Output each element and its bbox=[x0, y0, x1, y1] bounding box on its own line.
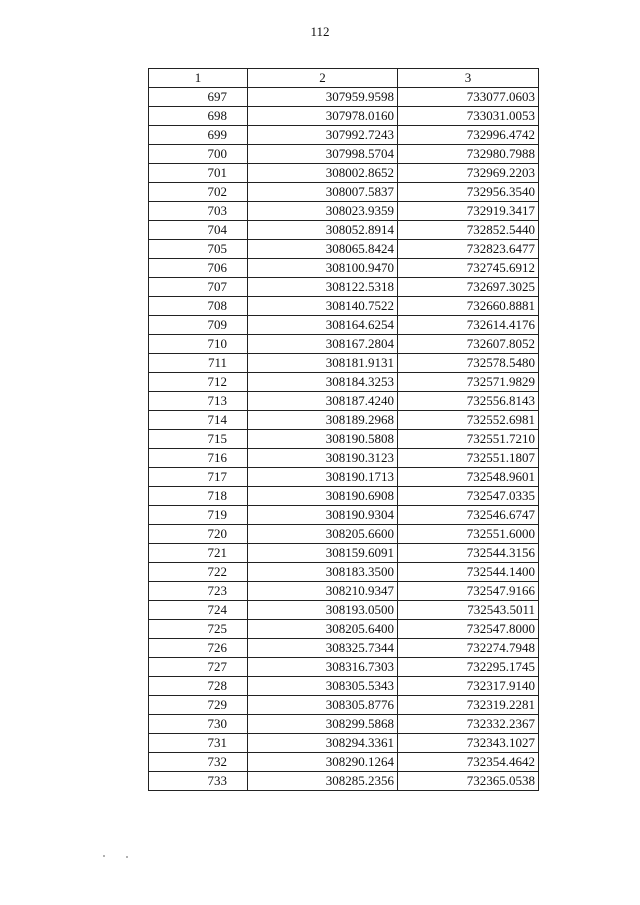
table-row bbox=[149, 715, 539, 734]
point-number-cell: 728 bbox=[149, 677, 248, 696]
table-row bbox=[149, 202, 539, 221]
coordinate-y-cell: 732547.9166 bbox=[398, 582, 539, 601]
coordinate-y-cell: 732969.2203 bbox=[398, 164, 539, 183]
coordinate-y-cell: 732343.1027 bbox=[398, 734, 539, 753]
coordinate-y-cell: 732552.6981 bbox=[398, 411, 539, 430]
point-number-cell: 722 bbox=[149, 563, 248, 582]
coordinate-y-cell: 732551.7210 bbox=[398, 430, 539, 449]
coordinate-x-cell: 308122.5318 bbox=[248, 278, 398, 297]
table-row bbox=[149, 259, 539, 278]
point-number-cell: 700 bbox=[149, 145, 248, 164]
point-number-cell: 699 bbox=[149, 126, 248, 145]
coordinate-x-cell: 308305.8776 bbox=[248, 696, 398, 715]
coordinate-y-cell: 733031.0053 bbox=[398, 107, 539, 126]
point-number-cell: 708 bbox=[149, 297, 248, 316]
coordinate-x-cell: 308190.1713 bbox=[248, 468, 398, 487]
point-number-cell: 698 bbox=[149, 107, 248, 126]
coordinate-x-cell: 308193.0500 bbox=[248, 601, 398, 620]
column-header-1: 1 bbox=[149, 69, 248, 88]
point-number-cell: 711 bbox=[149, 354, 248, 373]
point-number-cell: 726 bbox=[149, 639, 248, 658]
coordinate-y-cell: 732852.5440 bbox=[398, 221, 539, 240]
coordinate-y-cell: 732546.6747 bbox=[398, 506, 539, 525]
coordinate-y-cell: 732956.3540 bbox=[398, 183, 539, 202]
coordinate-x-cell: 308305.5343 bbox=[248, 677, 398, 696]
coordinate-y-cell: 732544.1400 bbox=[398, 563, 539, 582]
table-header-row bbox=[149, 69, 539, 88]
coordinate-x-cell: 308187.4240 bbox=[248, 392, 398, 411]
coordinate-y-cell: 732745.6912 bbox=[398, 259, 539, 278]
coordinate-y-cell: 732697.3025 bbox=[398, 278, 539, 297]
coordinate-x-cell: 308184.3253 bbox=[248, 373, 398, 392]
table-row bbox=[149, 658, 539, 677]
coordinate-y-cell: 732547.8000 bbox=[398, 620, 539, 639]
point-number-cell: 704 bbox=[149, 221, 248, 240]
table-row bbox=[149, 506, 539, 525]
coordinate-x-cell: 308065.8424 bbox=[248, 240, 398, 259]
coordinate-x-cell: 308190.5808 bbox=[248, 430, 398, 449]
coordinate-y-cell: 732543.5011 bbox=[398, 601, 539, 620]
coordinate-x-cell: 308140.7522 bbox=[248, 297, 398, 316]
scan-speck bbox=[126, 856, 128, 858]
point-number-cell: 701 bbox=[149, 164, 248, 183]
coordinate-y-cell: 732607.8052 bbox=[398, 335, 539, 354]
coordinate-x-cell: 308052.8914 bbox=[248, 221, 398, 240]
table-row bbox=[149, 696, 539, 715]
coordinate-x-cell: 308181.9131 bbox=[248, 354, 398, 373]
coordinate-x-cell: 308190.9304 bbox=[248, 506, 398, 525]
table-row bbox=[149, 354, 539, 373]
coordinate-y-cell: 732354.4642 bbox=[398, 753, 539, 772]
table-row bbox=[149, 753, 539, 772]
coordinate-y-cell: 732274.7948 bbox=[398, 639, 539, 658]
point-number-cell: 715 bbox=[149, 430, 248, 449]
table-row bbox=[149, 772, 539, 791]
coordinate-y-cell: 732919.3417 bbox=[398, 202, 539, 221]
coordinate-y-cell: 732578.5480 bbox=[398, 354, 539, 373]
point-number-cell: 727 bbox=[149, 658, 248, 677]
coordinate-x-cell: 308183.3500 bbox=[248, 563, 398, 582]
table-row bbox=[149, 468, 539, 487]
point-number-cell: 707 bbox=[149, 278, 248, 297]
point-number-cell: 712 bbox=[149, 373, 248, 392]
coordinate-x-cell: 307998.5704 bbox=[248, 145, 398, 164]
coordinate-y-cell: 732544.3156 bbox=[398, 544, 539, 563]
point-number-cell: 721 bbox=[149, 544, 248, 563]
table-row bbox=[149, 734, 539, 753]
coordinate-x-cell: 308325.7344 bbox=[248, 639, 398, 658]
coordinate-x-cell: 308007.5837 bbox=[248, 183, 398, 202]
table-row bbox=[149, 221, 539, 240]
point-number-cell: 697 bbox=[149, 88, 248, 107]
coordinate-x-cell: 308316.7303 bbox=[248, 658, 398, 677]
point-number-cell: 733 bbox=[149, 772, 248, 791]
point-number-cell: 723 bbox=[149, 582, 248, 601]
point-number-cell: 717 bbox=[149, 468, 248, 487]
coordinate-x-cell: 308100.9470 bbox=[248, 259, 398, 278]
point-number-cell: 713 bbox=[149, 392, 248, 411]
column-header-3: 3 bbox=[398, 69, 539, 88]
coordinate-y-cell: 732548.9601 bbox=[398, 468, 539, 487]
coordinate-y-cell: 732571.9829 bbox=[398, 373, 539, 392]
coordinate-y-cell: 732317.9140 bbox=[398, 677, 539, 696]
table-row bbox=[149, 392, 539, 411]
point-number-cell: 710 bbox=[149, 335, 248, 354]
coordinate-y-cell: 732980.7988 bbox=[398, 145, 539, 164]
coordinate-x-cell: 308285.2356 bbox=[248, 772, 398, 791]
column-header-2: 2 bbox=[248, 69, 398, 88]
point-number-cell: 724 bbox=[149, 601, 248, 620]
coordinate-x-cell: 308023.9359 bbox=[248, 202, 398, 221]
point-number-cell: 709 bbox=[149, 316, 248, 335]
point-number-cell: 729 bbox=[149, 696, 248, 715]
coordinate-y-cell: 732614.4176 bbox=[398, 316, 539, 335]
point-number-cell: 706 bbox=[149, 259, 248, 278]
point-number-cell: 725 bbox=[149, 620, 248, 639]
coordinate-x-cell: 308290.1264 bbox=[248, 753, 398, 772]
table-row bbox=[149, 145, 539, 164]
coordinate-x-cell: 308205.6400 bbox=[248, 620, 398, 639]
coordinate-x-cell: 308294.3361 bbox=[248, 734, 398, 753]
table-row bbox=[149, 601, 539, 620]
point-number-cell: 718 bbox=[149, 487, 248, 506]
table-row bbox=[149, 88, 539, 107]
table-row bbox=[149, 335, 539, 354]
scan-speck bbox=[103, 855, 105, 857]
coordinate-x-cell: 308210.9347 bbox=[248, 582, 398, 601]
table-row bbox=[149, 563, 539, 582]
coordinate-x-cell: 308190.6908 bbox=[248, 487, 398, 506]
table-row bbox=[149, 582, 539, 601]
coordinate-y-cell: 732551.1807 bbox=[398, 449, 539, 468]
table-body bbox=[149, 88, 539, 791]
coordinate-y-cell: 732547.0335 bbox=[398, 487, 539, 506]
table-row bbox=[149, 677, 539, 696]
table-row bbox=[149, 107, 539, 126]
table-row bbox=[149, 411, 539, 430]
point-number-cell: 702 bbox=[149, 183, 248, 202]
table-row bbox=[149, 373, 539, 392]
coordinate-x-cell: 308205.6600 bbox=[248, 525, 398, 544]
table-row bbox=[149, 164, 539, 183]
coordinate-y-cell: 732551.6000 bbox=[398, 525, 539, 544]
table-row bbox=[149, 316, 539, 335]
coordinate-x-cell: 308159.6091 bbox=[248, 544, 398, 563]
coordinate-x-cell: 308164.6254 bbox=[248, 316, 398, 335]
table-row bbox=[149, 297, 539, 316]
coordinate-y-cell: 732332.2367 bbox=[398, 715, 539, 734]
point-number-cell: 716 bbox=[149, 449, 248, 468]
table-row bbox=[149, 240, 539, 259]
coordinate-x-cell: 308189.2968 bbox=[248, 411, 398, 430]
table-row bbox=[149, 126, 539, 145]
coordinates-table bbox=[148, 68, 539, 791]
page-number: 112 bbox=[310, 24, 330, 39]
table-row bbox=[149, 487, 539, 506]
table-row bbox=[149, 620, 539, 639]
table-row bbox=[149, 183, 539, 202]
coordinate-x-cell: 307978.0160 bbox=[248, 107, 398, 126]
coordinate-x-cell: 307959.9598 bbox=[248, 88, 398, 107]
coordinate-y-cell: 732319.2281 bbox=[398, 696, 539, 715]
coordinate-x-cell: 308002.8652 bbox=[248, 164, 398, 183]
coordinate-y-cell: 732996.4742 bbox=[398, 126, 539, 145]
point-number-cell: 714 bbox=[149, 411, 248, 430]
point-number-cell: 705 bbox=[149, 240, 248, 259]
point-number-cell: 720 bbox=[149, 525, 248, 544]
table-row bbox=[149, 278, 539, 297]
table-row bbox=[149, 430, 539, 449]
coordinate-y-cell: 732365.0538 bbox=[398, 772, 539, 791]
coordinate-y-cell: 732823.6477 bbox=[398, 240, 539, 259]
table-row bbox=[149, 449, 539, 468]
point-number-cell: 730 bbox=[149, 715, 248, 734]
table-row bbox=[149, 544, 539, 563]
point-number-cell: 732 bbox=[149, 753, 248, 772]
table-row bbox=[149, 525, 539, 544]
point-number-cell: 731 bbox=[149, 734, 248, 753]
point-number-cell: 703 bbox=[149, 202, 248, 221]
coordinate-y-cell: 733077.0603 bbox=[398, 88, 539, 107]
coordinate-y-cell: 732295.1745 bbox=[398, 658, 539, 677]
table-row bbox=[149, 639, 539, 658]
point-number-cell: 719 bbox=[149, 506, 248, 525]
coordinate-x-cell: 308299.5868 bbox=[248, 715, 398, 734]
coordinate-y-cell: 732660.8881 bbox=[398, 297, 539, 316]
coordinate-y-cell: 732556.8143 bbox=[398, 392, 539, 411]
coordinate-x-cell: 307992.7243 bbox=[248, 126, 398, 145]
coordinate-x-cell: 308190.3123 bbox=[248, 449, 398, 468]
coordinate-x-cell: 308167.2804 bbox=[248, 335, 398, 354]
